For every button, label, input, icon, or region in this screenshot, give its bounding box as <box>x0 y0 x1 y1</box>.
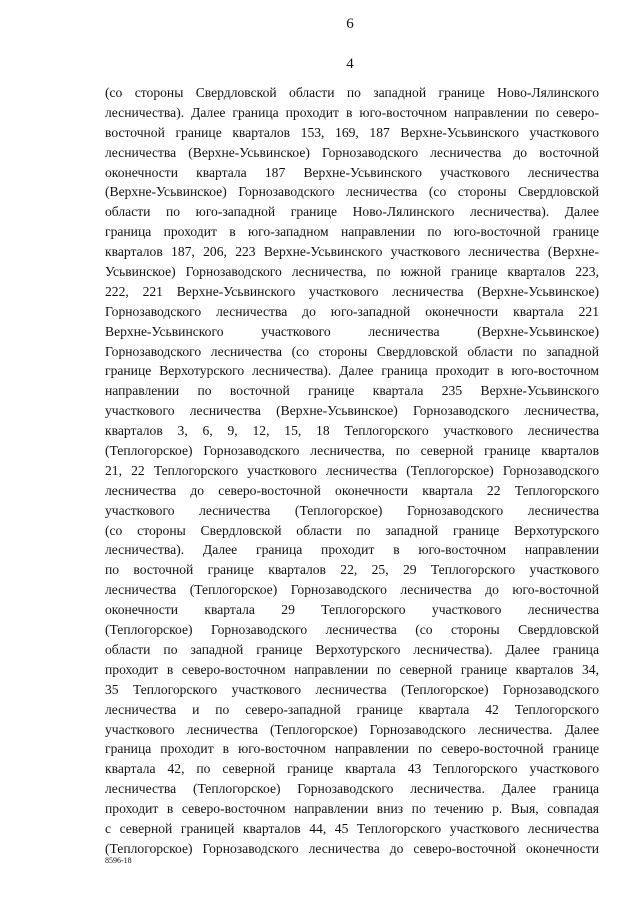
body-line: оконечности квартала 187 Верхне-Усьвинского участкового лесничества <box>105 164 599 180</box>
body-line: кварталов 3, 6, 9, 12, 15, 18 Теплогорского участкового лесничества <box>105 423 599 439</box>
body-line: кварталов 187, 206, 223 Верхне-Усьвинского участкового лесничества (Верхне- <box>105 244 599 260</box>
body-line: лесничества (Теплогорское) Горнозаводского лесничества до юго-восточной <box>105 582 599 598</box>
body-line: лесничества (Верхне-Усьвинское) Горнозаводского лесничества до восточной <box>105 144 599 160</box>
body-line: участкового лесничества (Теплогорское) Горнозаводского лесничества <box>105 502 599 518</box>
body-line: проходит в северо-восточном направлении по северной границе кварталов 34, <box>105 661 599 677</box>
body-line: лесничества). Далее граница проходит в юго-восточном направлении по северо- <box>105 104 599 120</box>
body-line: оконечности квартала 29 Теплогорского участкового лесничества <box>105 602 599 618</box>
body-text <box>105 83 599 859</box>
body-line: Усьвинское) Горнозаводского лесничества, по южной границе кварталов 223, <box>105 264 599 280</box>
body-line: области по юго-западной границе Ново-Лялинского лесничества). Далее <box>105 204 599 220</box>
body-line: участкового лесничества (Верхне-Усьвинское) Горнозаводского лесничества, <box>105 403 599 419</box>
body-line: границе Верхотурского лесничества). Далее граница проходит в юго-восточном <box>105 363 599 379</box>
body-line: по восточной границе кварталов 22, 25, 29 Теплогорского участкового <box>105 562 599 578</box>
body-line: Верхне-Усьвинского участкового лесничества (Верхне-Усьвинское) <box>105 323 599 339</box>
body-line: восточной границе кварталов 153, 169, 187 Верхне-Усьвинского участкового <box>105 124 599 140</box>
body-line: (со стороны Свердловской области по западной границе Ново-Лялинского <box>105 85 599 100</box>
body-line: лесничества (Теплогорское) Горнозаводского лесничества. Далее граница <box>105 781 599 797</box>
page-number-inner: 4 <box>346 56 354 72</box>
page-number-top: 6 <box>346 16 354 32</box>
body-line: области по западной границе Верхотурского лесничества). Далее граница <box>105 641 599 657</box>
body-line: граница проходит в юго-западном направлении по юго-восточной границе <box>105 224 599 240</box>
body-line: 35 Теплогорского участкового лесничества (Теплогорское) Горнозаводского <box>105 681 599 697</box>
body-line: граница проходит в юго-восточном направлении по северо-восточной границе <box>105 741 599 757</box>
body-line: лесничества до северо-восточной оконечности квартала 22 Теплогорского <box>105 482 599 498</box>
body-line: 222, 221 Верхне-Усьвинского участкового лесничества (Верхне-Усьвинское) <box>105 283 599 299</box>
body-line: 21, 22 Теплогорского участкового лесничества (Теплогорское) Горнозаводского <box>105 462 599 478</box>
body-line: проходит в северо-восточном направлении вниз по течению р. Выя, совпадая <box>105 801 599 817</box>
body-line: лесничества). Далее граница проходит в юго-восточном направлении <box>105 542 599 558</box>
body-line: (Теплогорское) Горнозаводского лесничества, по северной границе кварталов <box>105 443 599 459</box>
body-line: (со стороны Свердловской области по западной границе Верхотурского <box>105 522 599 538</box>
footer-code: 8596-18 <box>105 856 132 865</box>
body-line: Горнозаводского лесничества до юго-западной оконечности квартала 221 <box>105 303 599 319</box>
body-line: Горнозаводского лесничества (со стороны Свердловской области по западной <box>105 343 599 359</box>
body-line: (Теплогорское) Горнозаводского лесничества до северо-восточной оконечности <box>105 840 599 856</box>
body-line: направлении по восточной границе квартала 235 Верхне-Усьвинского <box>105 383 599 399</box>
body-line: лесничества и по северо-западной границе квартала 42 Теплогорского <box>105 701 599 717</box>
body-line: (Теплогорское) Горнозаводского лесничества (со стороны Свердловской <box>105 622 599 638</box>
body-line: квартала 42, по северной границе квартала 43 Теплогорского участкового <box>105 761 599 777</box>
body-line: (Верхне-Усьвинское) Горнозаводского лесничества (со стороны Свердловской <box>105 184 599 200</box>
body-line: участкового лесничества (Теплогорское) Горнозаводского лесничества. Далее <box>105 721 599 737</box>
body-line: с северной границей кварталов 44, 45 Теплогорского участкового лесничества <box>105 820 599 836</box>
